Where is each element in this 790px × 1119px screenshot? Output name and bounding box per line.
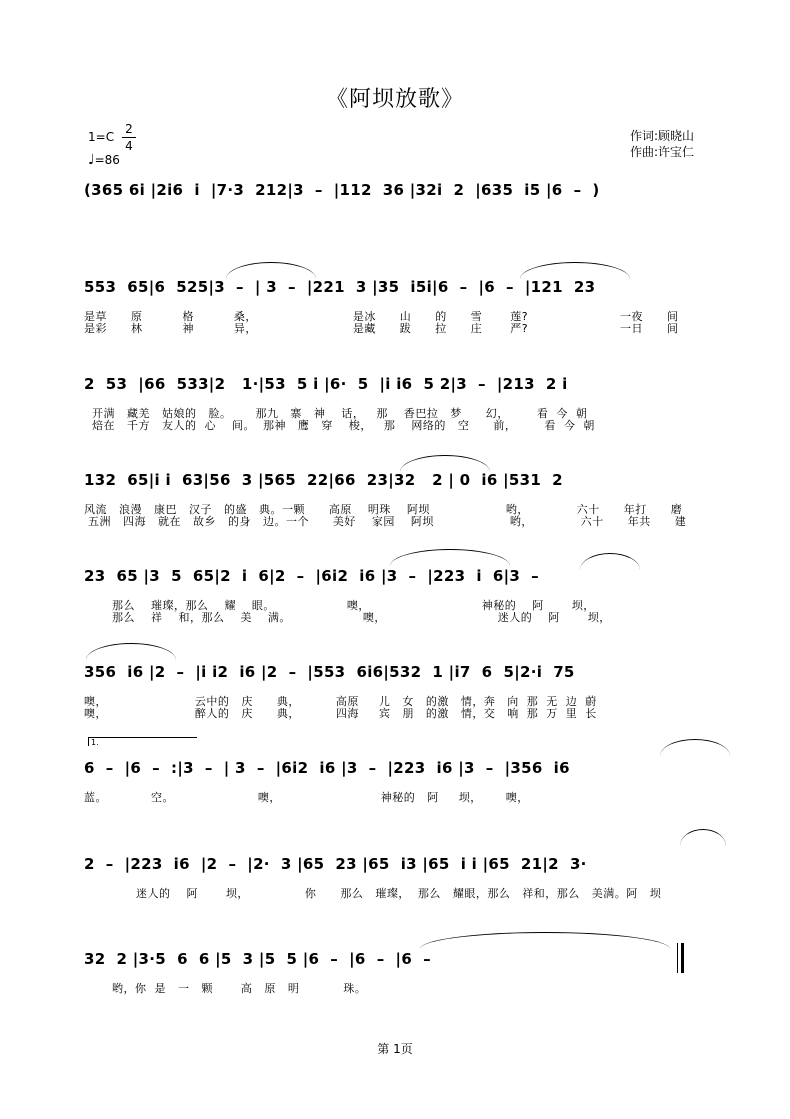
notation-line: 32 2 |3·5 6 6 |5 3 |5 5 |6 – |6 – |6 – — [84, 950, 431, 968]
notation-line: (365 6i |2i6 i |7·3 212|3 – |112 36 |32i 2 |635 i5 |6 – ) — [84, 181, 600, 199]
composer-credit: 作曲:许宝仁 — [630, 145, 695, 159]
lyric-line-1: 噢， 云中的 庆 典， 高原 儿 女 的激 情，奔 向 那 无 边 蔚 — [84, 695, 597, 708]
first-ending-number: 1. — [91, 738, 99, 747]
lyric-line-2: 那么 祥 和，那么 美 满。 噢， 迷人的 阿 坝， — [84, 611, 611, 624]
time-signature-top: 2 — [125, 122, 133, 136]
page-footer: 第 1页 — [377, 1042, 413, 1056]
first-ending-bracket — [88, 737, 197, 746]
final-barline-thin — [677, 943, 678, 973]
lyric-line-2: 焙在 千方 友人的 心 间。 那神 鹰 穿 梭， 那 网络的 空 前， 看 今 朝 — [84, 419, 595, 432]
song-title: 《阿坝放歌》 — [325, 87, 464, 112]
notation-line: 356 i6 |2 – |i i2 i6 |2 – |553 6i6|532 1 |i7 6 5|2·i 75 — [84, 663, 575, 681]
lyric-line-1: 迷人的 阿 坝， 你 那么 璀璨， 那么 耀眼，那么 祥和，那么 美满。阿 坝 — [84, 887, 662, 900]
notation-line: 23 65 |3 5 65|2 i 6|2 – |6i2 i6 |3 – |223 i 6|3 – — [84, 567, 539, 585]
time-signature-bottom: 4 — [125, 139, 133, 153]
lyric-line-1: 哟，你 是 一 颗 高 原 明 珠。 — [84, 982, 367, 995]
lyricist-credit: 作词:顾晓山 — [630, 129, 695, 143]
key-signature: 1=C — [88, 130, 115, 144]
notation-line: 6 – |6 – :|3 – | 3 – |6i2 i6 |3 – |223 i6 |3 – |356 i6 — [84, 759, 570, 777]
lyric-line-1: 风流 浪漫 康巴 汉子 的盛 典。一颗 高原 明珠 阿坝 哟， 六十 年打 磨 — [84, 503, 683, 516]
lyric-line-1: 是草 原 格 桑， 是冰 山 的 雪 莲? 一夜 间 — [84, 310, 679, 323]
tempo-value: =86 — [94, 153, 120, 167]
lyric-line-1: 那么 璀璨，那么 耀 眼。 噢， 神秘的 阿 坝， — [84, 599, 595, 612]
final-barline-thick — [681, 943, 684, 973]
lyric-line-2: 是彩 林 神 异， 是藏 跋 拉 庄 严? 一日 间 — [84, 322, 679, 335]
lyric-line-1: 蓝。 空。 噢， 神秘的 阿 坝， 噢， — [84, 791, 529, 804]
time-signature — [122, 122, 136, 153]
lyric-line-1: 开满 藏羌 姑娘的 脸。 那九 寨 神 话， 那 香巴拉 梦 幻， 看 今 朝 — [84, 407, 588, 420]
lyric-line-2: 五洲 四海 就在 故乡 的身 边。一个 美好 家园 阿坝 哟， 六十 年共 建 — [84, 515, 687, 528]
notation-line: 2 53 |66 533|2 1·|53 5 i |6· 5 |i i6 5 2|3 – |213 2 i — [84, 375, 568, 393]
tempo-marking — [88, 152, 120, 168]
quarter-note-icon: ♩ — [88, 152, 95, 168]
notation-line: 132 65|i i 63|56 3 |565 22|66 23|32 2 | 0 i6 |531 2 — [84, 471, 563, 489]
lyric-line-2: 噢， 醉人的 庆 典， 四海 宾 朋 的激 情，交 响 那 万 里 长 — [84, 707, 597, 720]
credits — [630, 128, 694, 160]
notation-line: 2 – |223 i6 |2 – |2· 3 |65 23 |65 i3 |65 i i |65 21|2 3· — [84, 855, 587, 873]
notation-line: 553 65|6 525|3 – | 3 – |221 3 |35 i5i|6 – |6 – |121 23 — [84, 278, 596, 296]
